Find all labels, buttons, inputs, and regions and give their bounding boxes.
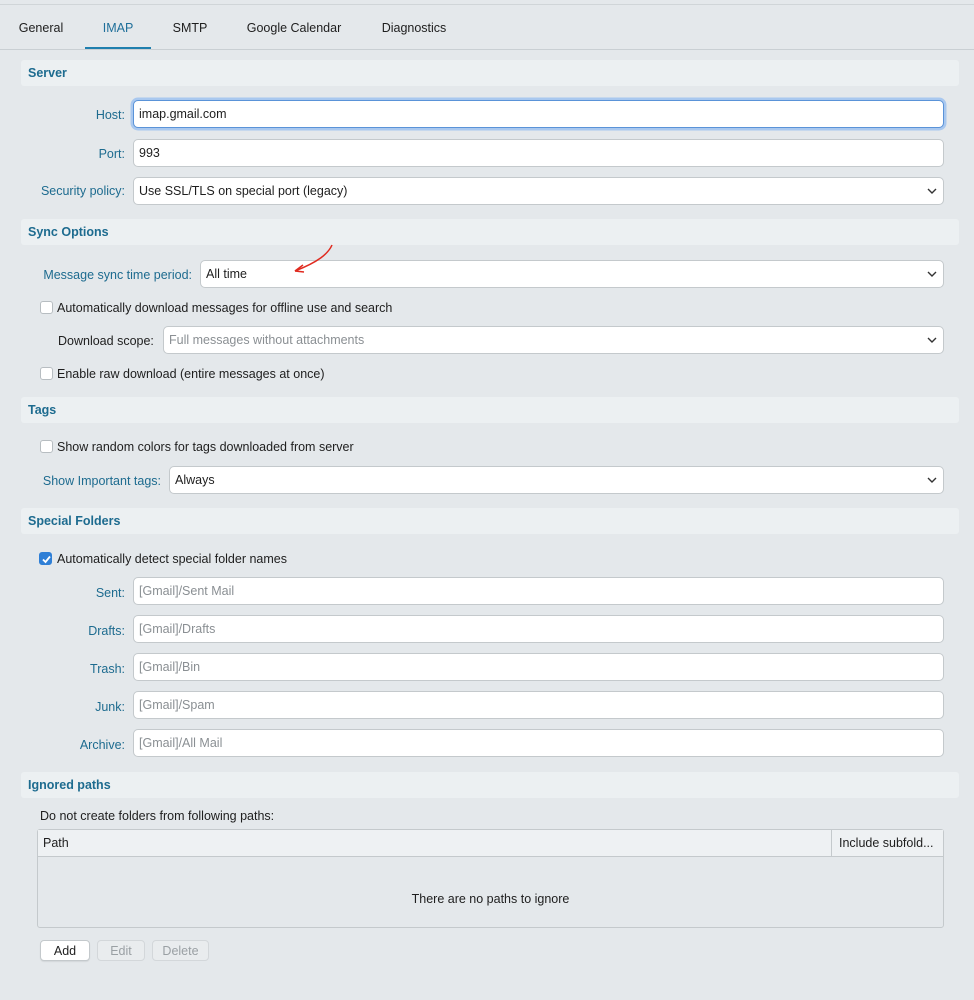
port-label: Port: xyxy=(98,147,125,161)
important-tags-label: Show Important tags: xyxy=(42,474,161,488)
trash-label: Trash: xyxy=(90,662,125,676)
add-path-button[interactable]: Add xyxy=(40,940,90,961)
drafts-label: Drafts: xyxy=(88,624,125,638)
ignored-paths-table xyxy=(37,829,944,928)
raw-download-label: Enable raw download (entire messages at once) xyxy=(57,367,325,381)
download-scope-label: Download scope: xyxy=(58,334,154,348)
section-header-sync-options: Sync Options xyxy=(21,219,959,245)
edit-path-button[interactable]: Edit xyxy=(97,940,145,961)
empty-table-message: There are no paths to ignore xyxy=(411,892,570,906)
auto-download-label: Automatically download messages for offline use and search xyxy=(57,301,393,315)
host-label: Host: xyxy=(95,108,125,122)
auto-detect-checkbox[interactable] xyxy=(39,552,52,565)
section-header-ignored-paths: Ignored paths xyxy=(21,772,959,798)
column-header-path[interactable]: Path xyxy=(43,836,69,850)
download-scope-value: Full messages without attachments xyxy=(169,333,365,347)
chevron-down-icon xyxy=(927,186,937,196)
random-colors-checkbox[interactable] xyxy=(40,440,53,453)
junk-label: Junk: xyxy=(95,700,125,714)
tab-imap[interactable]: IMAP xyxy=(85,4,151,49)
delete-path-button[interactable]: Delete xyxy=(152,940,209,961)
security-policy-select[interactable] xyxy=(133,177,944,205)
important-tags-value: Always xyxy=(175,473,215,487)
annotation-arrow-icon xyxy=(288,242,338,276)
section-header-server: Server xyxy=(21,60,959,86)
tab-diagnostics[interactable]: Diagnostics xyxy=(381,21,447,35)
tab-bar xyxy=(0,4,974,50)
ignored-paths-description: Do not create folders from following paths: xyxy=(40,809,275,823)
chevron-down-icon xyxy=(927,475,937,485)
table-header xyxy=(38,830,943,857)
tab-smtp[interactable]: SMTP xyxy=(172,21,208,35)
auto-detect-label: Automatically detect special folder names xyxy=(57,552,287,566)
chevron-down-icon xyxy=(927,269,937,279)
checkmark-icon xyxy=(41,554,52,565)
raw-download-checkbox[interactable] xyxy=(40,367,53,380)
tab-google-calendar[interactable]: Google Calendar xyxy=(246,21,342,35)
column-header-include-subfolders[interactable]: Include subfold... xyxy=(839,836,934,850)
column-divider[interactable] xyxy=(831,830,832,857)
trash-folder-input[interactable]: [Gmail]/Bin xyxy=(133,653,944,681)
section-header-tags: Tags xyxy=(21,397,959,423)
archive-folder-input[interactable]: [Gmail]/All Mail xyxy=(133,729,944,757)
section-header-special-folders: Special Folders xyxy=(21,508,959,534)
junk-folder-input[interactable]: [Gmail]/Spam xyxy=(133,691,944,719)
archive-label: Archive: xyxy=(79,738,125,752)
auto-download-checkbox[interactable] xyxy=(40,301,53,314)
sync-period-label: Message sync time period: xyxy=(43,268,192,282)
host-input[interactable]: imap.gmail.com xyxy=(133,100,944,128)
sync-period-value: All time xyxy=(206,267,247,281)
tab-general[interactable]: General xyxy=(18,21,64,35)
security-policy-value: Use SSL/TLS on special port (legacy) xyxy=(139,184,348,198)
random-colors-label: Show random colors for tags downloaded from server xyxy=(57,440,354,454)
download-scope-select[interactable] xyxy=(163,326,944,354)
port-input[interactable]: 993 xyxy=(133,139,944,167)
sent-label: Sent: xyxy=(95,586,125,600)
drafts-folder-input[interactable]: [Gmail]/Drafts xyxy=(133,615,944,643)
security-policy-label: Security policy: xyxy=(40,184,125,198)
important-tags-select[interactable] xyxy=(169,466,944,494)
sent-folder-input[interactable]: [Gmail]/Sent Mail xyxy=(133,577,944,605)
chevron-down-icon xyxy=(927,335,937,345)
